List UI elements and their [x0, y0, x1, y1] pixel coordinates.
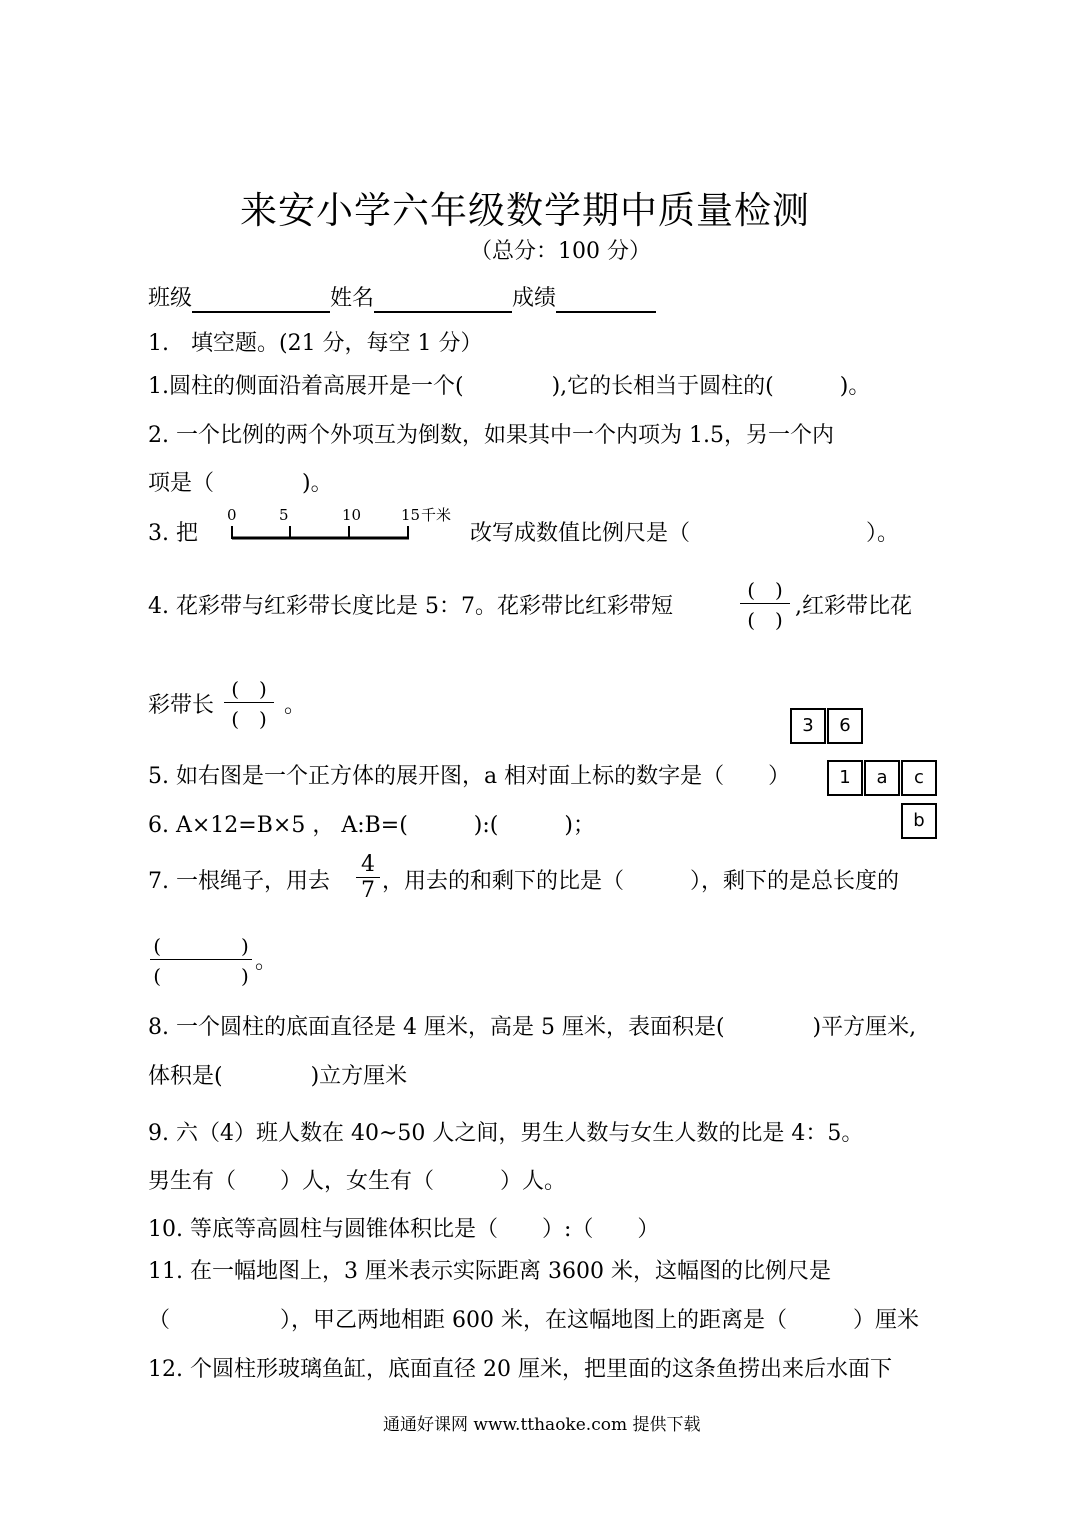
question-4-part-3: 彩带长: [148, 693, 215, 718]
scale-tick-label: 5: [279, 506, 289, 524]
denominator: ( ): [231, 707, 267, 731]
cube-face: 1: [827, 760, 863, 796]
denominator: 7: [361, 878, 375, 903]
name-field[interactable]: [374, 287, 512, 313]
scale-bar: [222, 500, 467, 548]
numerator: ( ): [231, 677, 267, 701]
question-2-line-2: 项是（ )。: [148, 471, 333, 496]
page-title: 来安小学六年级数学期中质量检测: [240, 189, 810, 232]
class-field[interactable]: [192, 287, 330, 313]
denominator: ( ): [747, 608, 783, 632]
scale-tick-label: 15: [401, 506, 421, 524]
cube-face: b: [901, 803, 937, 839]
cube-face: 6: [827, 708, 863, 744]
question-12: 12. 个圆柱形玻璃鱼缸，底面直径 20 厘米，把里面的这条鱼捞出来后水面下: [148, 1357, 892, 1382]
question-8-line-1: 8. 一个圆柱的底面直径是 4 厘米，高是 5 厘米，表面积是( )平方厘米,: [148, 1015, 917, 1040]
student-info-row: [148, 285, 656, 313]
numerator: 4: [361, 852, 375, 877]
question-4-end: 。: [284, 693, 307, 718]
question-8-line-2: 体积是( )立方厘米: [148, 1064, 408, 1089]
question-9-line-2: 男生有（ ）人，女生有（ ）人。: [148, 1169, 567, 1194]
question-7-part-1: 7. 一根绳子，用去: [148, 869, 330, 894]
question-4-part-2: ,红彩带比花: [795, 594, 912, 619]
numerator: ( ): [153, 934, 249, 958]
question-5: 5. 如右图是一个正方体的展开图，a 相对面上标的数字是（ ）: [148, 764, 791, 789]
scale-tick-label: 0: [227, 506, 237, 524]
scale-tick-label: 10: [342, 506, 362, 524]
question-2-line-1: 2. 一个比例的两个外项互为倒数，如果其中一个内项为 1.5，另一个内: [148, 423, 834, 448]
question-3-prefix: 3. 把: [148, 521, 198, 546]
fraction-blank: [224, 673, 274, 732]
question-3-suffix: 改写成数值比例尺是（ ）。: [470, 521, 900, 546]
question-11-line-1: 11. 在一幅地图上，3 厘米表示实际距离 3600 米，这幅图的比例尺是: [148, 1259, 831, 1284]
question-10: 10. 等底等高圆柱与圆锥体积比是（ ）:（ ）: [148, 1217, 660, 1242]
question-7-part-2: ，用去的和剩下的比是（ ），剩下的是总长度的: [382, 869, 900, 894]
question-1: 1.圆柱的侧面沿着高展开是一个( ),它的长相当于圆柱的( )。: [148, 374, 871, 399]
denominator: ( ): [153, 964, 249, 988]
footer-credit: 通通好课网 www.tthaoke.com 提供下载: [383, 1415, 701, 1435]
name-label: 姓名: [330, 286, 375, 311]
scale-unit-label: 千米: [421, 506, 452, 524]
numerator: ( ): [747, 578, 783, 602]
question-7-end: 。: [255, 949, 278, 974]
class-label: 班级: [148, 286, 193, 311]
question-11-line-2: （ ），甲乙两地相距 600 米，在这幅地图上的距离是（ ）厘米: [148, 1308, 919, 1333]
question-9-line-1: 9. 六（4）班人数在 40~50 人之间，男生人数与女生人数的比是 4：5。: [148, 1121, 864, 1146]
question-4-part-1: 4. 花彩带与红彩带长度比是 5：7。花彩带比红彩带短: [148, 594, 673, 619]
score-field[interactable]: [556, 287, 656, 313]
cube-face: c: [901, 760, 937, 796]
section-heading: 1. 填空题。(21 分，每空 1 分）: [148, 331, 483, 356]
total-score-note: （总分：100 分）: [470, 239, 651, 264]
fraction-blank-wide: [150, 930, 252, 989]
cube-face: a: [864, 760, 900, 796]
score-label: 成绩: [512, 286, 557, 311]
fraction-four-sevenths: [356, 852, 380, 903]
fraction-blank: [740, 574, 790, 633]
question-6: 6. A×12=B×5 ， A:B=( ):( )；: [148, 813, 595, 838]
cube-face: 3: [790, 708, 826, 744]
